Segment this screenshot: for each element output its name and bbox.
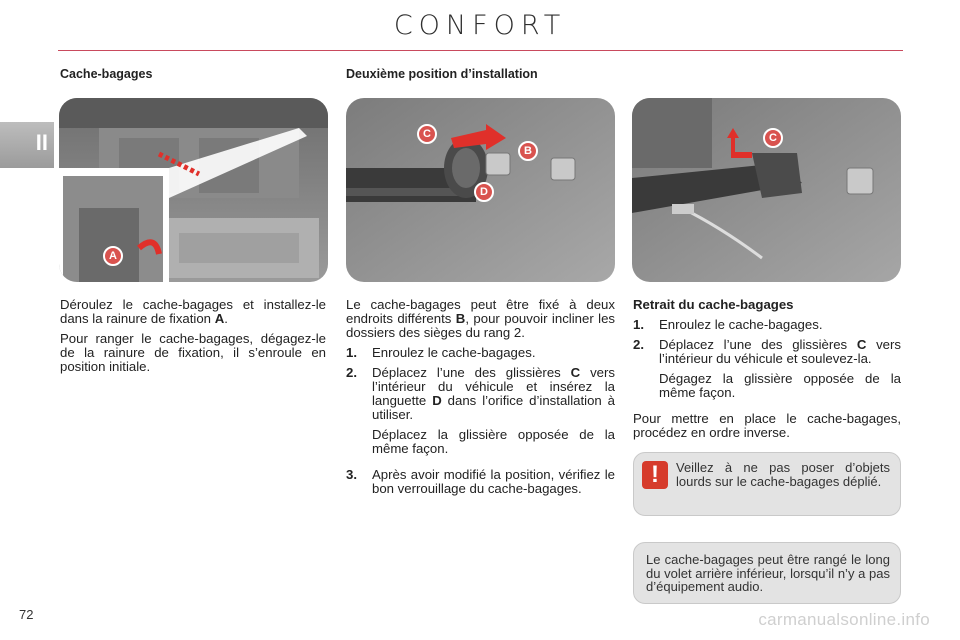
photo-removal-rail xyxy=(632,98,901,282)
label-b-text: B xyxy=(524,145,532,157)
removal-step-1: 1. Enroulez le cache-bagages. xyxy=(633,317,823,332)
page-title: CONFORT xyxy=(393,10,567,41)
column-1-text xyxy=(60,298,326,380)
paragraph-intro: Le cache-bagages peut être fixé à deux endroits différents B, pour pouvoir incliner les dossiers des sièges du rang 2. xyxy=(346,297,616,340)
removal-step-2: 2. Déplacez l’une des glissières C vers l’intérieur du véhicule et soulevez-la. Dégagez la glissière opposée de la même façon. xyxy=(633,337,901,400)
photo-removal-illustration xyxy=(632,98,901,282)
label-c-removal-text: C xyxy=(769,132,777,144)
step-2-main: Déplacez l’une des glissières C vers l’intérieur du véhicule et insérez la languette D dans l’orifice d’installation à utiliser. xyxy=(372,365,615,422)
paragraph-store: Pour ranger le cache-bagages, dégagez-le de la rainure de fixation, il s’enroule en position initiale. xyxy=(60,331,326,374)
info-text: Le cache-bagages peut être rangé le long du volet arrière inférieur, lorsqu’il n’y a pas d’équipement audio. xyxy=(646,552,890,594)
label-badge-a xyxy=(103,246,123,266)
label-c-text: C xyxy=(423,128,431,140)
step-2: 2. Déplacez l’une des glissières C vers l’intérieur du véhicule et insérez la languette D dans l’orifice d’installation à utiliser. Déplacez la glissière opposée de la même façon. xyxy=(346,365,615,456)
info-note xyxy=(633,542,901,604)
paragraph-reverse: Pour mettre en place le cache-bagages, procédez en ordre inverse. xyxy=(633,411,901,440)
photo-trunk-cover-installation xyxy=(59,98,328,282)
removal-step-2-sub: Dégagez la glissière opposée de la même façon. xyxy=(659,371,901,400)
column-3-text xyxy=(633,298,901,446)
warning-note xyxy=(633,452,901,516)
removal-step-2-main: Déplacez l’une des glissières C vers l’intérieur du véhicule et soulevez-la. xyxy=(659,337,901,366)
section-heading-cache-bagages: Cache-bagages xyxy=(60,67,153,81)
label-a-text: A xyxy=(109,250,117,262)
watermark: carmanualsonline.info xyxy=(758,610,930,629)
label-badge-d xyxy=(474,182,494,202)
warning-text: Veillez à ne pas poser d’objets lourds sur le cache-bagages déplié. xyxy=(676,460,890,489)
label-d-text: D xyxy=(480,186,488,198)
step-3: 3. Après avoir modifié la position, vérifiez le bon verrouillage du cache-bagages. xyxy=(346,467,615,496)
section-heading-second-position: Deuxième position d’installation xyxy=(346,67,538,81)
chapter-tab xyxy=(0,122,54,168)
warning-icon: ! xyxy=(642,461,668,489)
paragraph-install: Déroulez le cache-bagages et installez-le dans la rainure de fixation A. xyxy=(60,297,326,326)
chapter-tab-label: II xyxy=(35,130,48,155)
header-divider xyxy=(58,50,903,51)
label-badge-b xyxy=(518,141,538,161)
removal-heading: Retrait du cache-bagages xyxy=(633,297,794,312)
step-2-sub: Déplacez la glissière opposée de la même façon. xyxy=(372,427,615,456)
label-badge-c-removal xyxy=(763,128,783,148)
column-2-text xyxy=(346,298,615,502)
page-number: 72 xyxy=(19,607,34,622)
page-header xyxy=(0,0,960,52)
photo-trunk-illustration xyxy=(59,98,328,282)
label-badge-c xyxy=(417,124,437,144)
step-1: 1. Enroulez le cache-bagages. xyxy=(346,345,536,360)
